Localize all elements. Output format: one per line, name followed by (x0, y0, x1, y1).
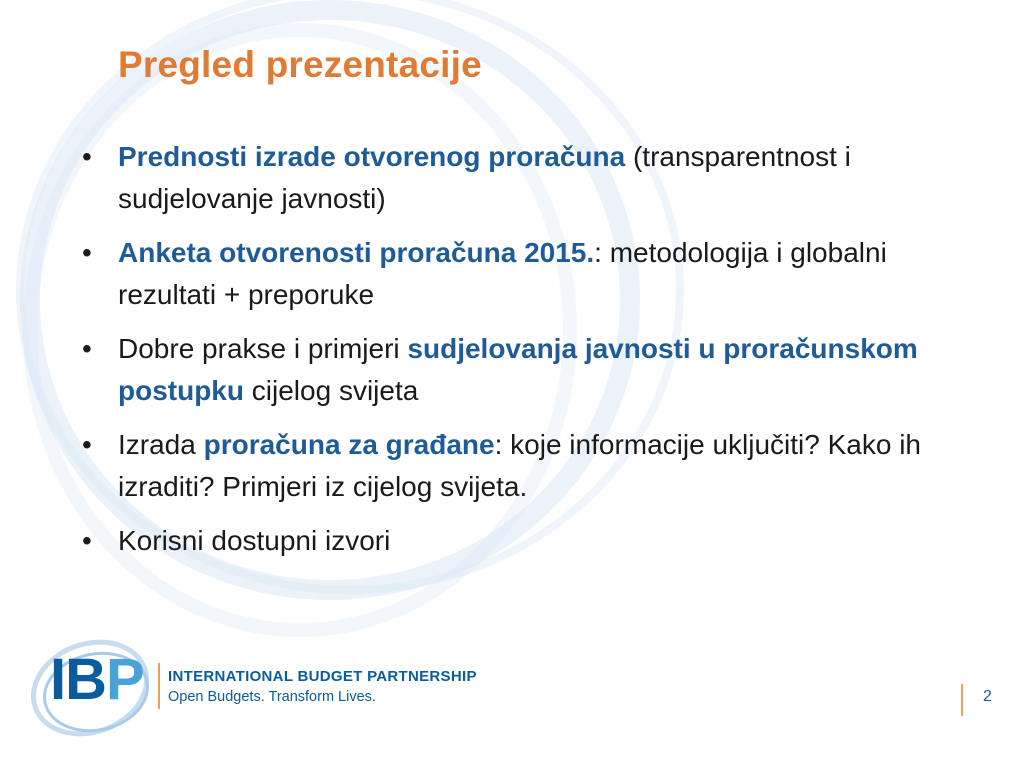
bullet-text-highlight: sudjelovanja javnosti u proračunskom postupku (118, 333, 918, 406)
bullet-text: : metodologija i globalni rezultati + preporuke (118, 237, 887, 310)
logo-divider (158, 663, 160, 709)
bullet-text: (transparentnost i sudjelovanje javnosti) (118, 141, 851, 214)
bullet-text: Korisni dostupni izvori (118, 525, 391, 556)
logo-letter-p: P (106, 647, 144, 712)
bullet-dot-icon: • (82, 429, 92, 460)
ibp-logo (50, 646, 144, 713)
organization-name: INTERNATIONAL BUDGET PARTNERSHIP (168, 668, 477, 685)
bullet-text: : koje informacije uključiti? Kako ih izraditi? Primjeri iz cijelog svijeta. (118, 429, 922, 502)
bullet-item (78, 136, 938, 220)
slide-title: Pregled prezentacije (118, 44, 482, 85)
bullet-text-highlight: Anketa otvorenosti proračuna 2015. (118, 237, 595, 268)
organization-tagline: Open Budgets. Transform Lives. (168, 689, 376, 705)
bullet-text: Izrada (118, 429, 204, 460)
logo-letter-b: B (65, 647, 107, 712)
bullet-item (78, 424, 938, 508)
bullet-text: Dobre prakse i primjeri (118, 333, 408, 364)
bullet-dot-icon: • (82, 525, 92, 556)
bullet-text: cijelog svijeta (244, 375, 419, 406)
bullet-dot-icon: • (82, 333, 92, 364)
bullet-item (78, 328, 938, 412)
bullet-item (78, 520, 938, 562)
bullet-dot-icon: • (82, 237, 92, 268)
bullet-text-highlight: proračuna za građane (203, 429, 495, 460)
page-number-divider (961, 684, 963, 716)
bullet-item (78, 232, 938, 316)
bullet-dot-icon: • (82, 141, 92, 172)
bullet-list (78, 136, 938, 574)
bullet-text-highlight: Prednosti izrade otvorenog proračuna (118, 141, 626, 172)
page-number: 2 (983, 688, 992, 705)
logo-letter-i: I (50, 647, 66, 712)
